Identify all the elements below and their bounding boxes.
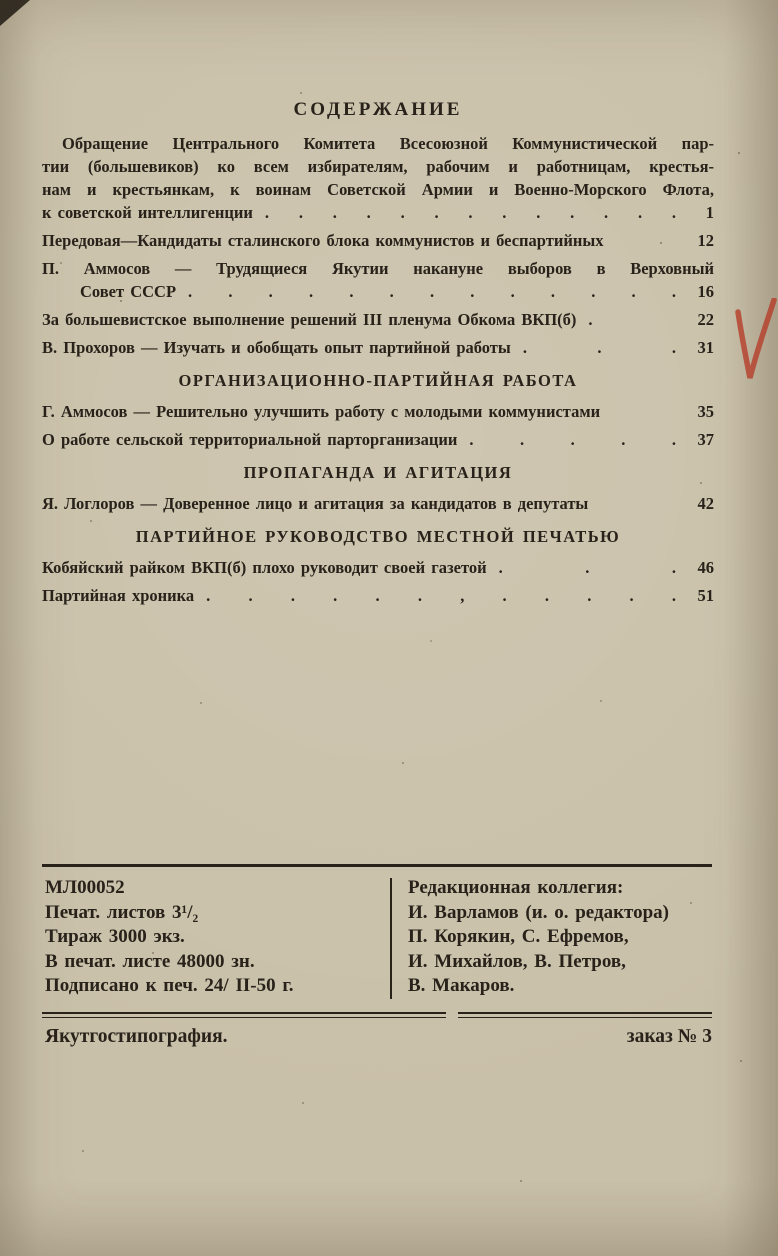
red-checkmark-icon — [722, 298, 778, 390]
toc-page-number: 35 — [697, 402, 714, 421]
printing-house-name: Якутгостипография. — [45, 1026, 228, 1047]
toc-entry-line — [42, 556, 714, 579]
toc-entry — [42, 492, 714, 515]
toc-entry-line — [42, 201, 714, 224]
toc-entry-line: нам и крестьянкам, к воинам Советской Армии и Военно-Морского Флота, — [42, 180, 714, 199]
toc-entry-line — [42, 428, 714, 451]
scan-corner-artifact — [0, 0, 30, 26]
toc-page-number: 42 — [697, 494, 714, 513]
print-info-line: Печат. листов 3¹/₂ — [45, 901, 199, 923]
toc-entry-line — [42, 492, 714, 515]
toc-entry-line — [42, 584, 714, 607]
dot-leader: . . . — [498, 558, 676, 577]
table-of-contents — [42, 98, 714, 612]
toc-page-number: 16 — [697, 282, 714, 301]
toc-page-number: 46 — [697, 558, 714, 577]
editorial-board-title: Редакционная коллегия: — [408, 877, 624, 898]
print-info-line: МЛ00052 — [45, 877, 125, 898]
toc-page-number: 22 — [697, 310, 714, 329]
toc-page-number: 31 — [697, 338, 714, 357]
toc-entry-line — [42, 400, 714, 423]
toc-entry — [42, 428, 714, 451]
toc-entry — [42, 132, 714, 224]
toc-entry-line — [42, 229, 714, 252]
toc-entry-text: Г. Аммосов — Решительно улучшить работу с молодыми коммунистами — [42, 402, 601, 421]
print-info-line: Тираж 3000 экз. — [45, 926, 185, 947]
editorial-board-line: П. Корякин, С. Ефремов, — [408, 926, 629, 947]
toc-entry-text: В. Прохоров — Изучать и обобщать опыт партийной работы — [42, 338, 511, 357]
horizontal-rule — [458, 1012, 712, 1018]
toc-entry-line: Обращение Центрального Комитета Всесоюзной Коммунистической пар- — [62, 134, 714, 153]
toc-entry — [42, 584, 714, 607]
editorial-board-line: И. Михайлов, В. Петров, — [408, 950, 626, 972]
toc-entry-text: Я. Логлоров — Доверенное лицо и агитация за кандидатов в депутаты — [42, 494, 589, 513]
print-info-line: Подписано к печ. 24/ II-50 г. — [45, 975, 294, 996]
toc-entry-text: к советской интеллигенции — [42, 203, 253, 222]
toc-section-heading: ПАРТИЙНОЕ РУКОВОДСТВО МЕСТНОЙ ПЕЧАТЬЮ — [135, 527, 621, 546]
dot-leader: . — [588, 310, 593, 329]
print-info — [45, 876, 390, 999]
toc-title: СОДЕРЖАНИЕ — [293, 99, 463, 120]
paper-specks — [0, 0, 2, 2]
toc-page-number: 37 — [697, 430, 714, 449]
toc-entry-text: Кобяйский райком ВКП(б) плохо руководит своей газетой — [42, 558, 487, 577]
toc-section-heading: ПРОПАГАНДА И АГИТАЦИЯ — [243, 463, 513, 482]
toc-entry-text: О работе сельской территориальной парторганизации — [42, 430, 458, 449]
imprint-line — [45, 1026, 712, 1048]
order-number: заказ № 3 — [626, 1026, 712, 1047]
dot-leader: . . . . . . , . . . . . — [206, 586, 676, 605]
editorial-board-line: И. Варламов (и. о. редактора) — [408, 901, 669, 923]
horizontal-rule — [42, 864, 712, 867]
toc-entry-text: За большевистское выполнение решений III пленума Обкома ВКП(б) — [42, 310, 577, 329]
toc-entry — [42, 308, 714, 331]
editorial-board-line: В. Макаров. — [408, 975, 515, 996]
toc-entry-line — [42, 308, 714, 331]
toc-page-number: 12 — [697, 231, 714, 250]
dot-leader: . . . — [522, 338, 676, 357]
editorial-board — [392, 876, 712, 999]
toc-page-number: 51 — [697, 586, 714, 605]
colophon — [45, 876, 712, 999]
dot-leader: . . . . . . . . . . . . . — [264, 203, 676, 222]
toc-entry-line — [42, 336, 714, 359]
toc-entry-text: Совет СССР — [80, 282, 177, 301]
toc-entry-line: П. Аммосов — Трудящиеся Якутии накануне выборов в Верховный — [42, 259, 714, 278]
toc-entry — [42, 229, 714, 252]
toc-section-heading: ОРГАНИЗАЦИОННО-ПАРТИЙНАЯ РАБОТА — [178, 371, 578, 390]
toc-page-number: 1 — [705, 203, 714, 222]
toc-entry — [42, 336, 714, 359]
dot-leader: . . . . . . . . . . . . . — [188, 282, 676, 301]
print-info-line: В печат. листе 48000 зн. — [45, 950, 255, 972]
toc-entry — [42, 257, 714, 303]
toc-entry-text: Передовая—Кандидаты сталинского блока коммунистов и беспартийных — [42, 231, 604, 250]
toc-entry — [42, 556, 714, 579]
toc-entry-line: тии (большевиков) ко всем избирателям, рабочим и работницам, крестья- — [42, 157, 714, 176]
dot-leader: . . . . . — [469, 430, 676, 449]
toc-entry — [42, 400, 714, 423]
horizontal-rule — [42, 1012, 446, 1018]
toc-entry-text: Партийная хроника — [42, 586, 195, 605]
toc-entry-line — [42, 280, 714, 303]
